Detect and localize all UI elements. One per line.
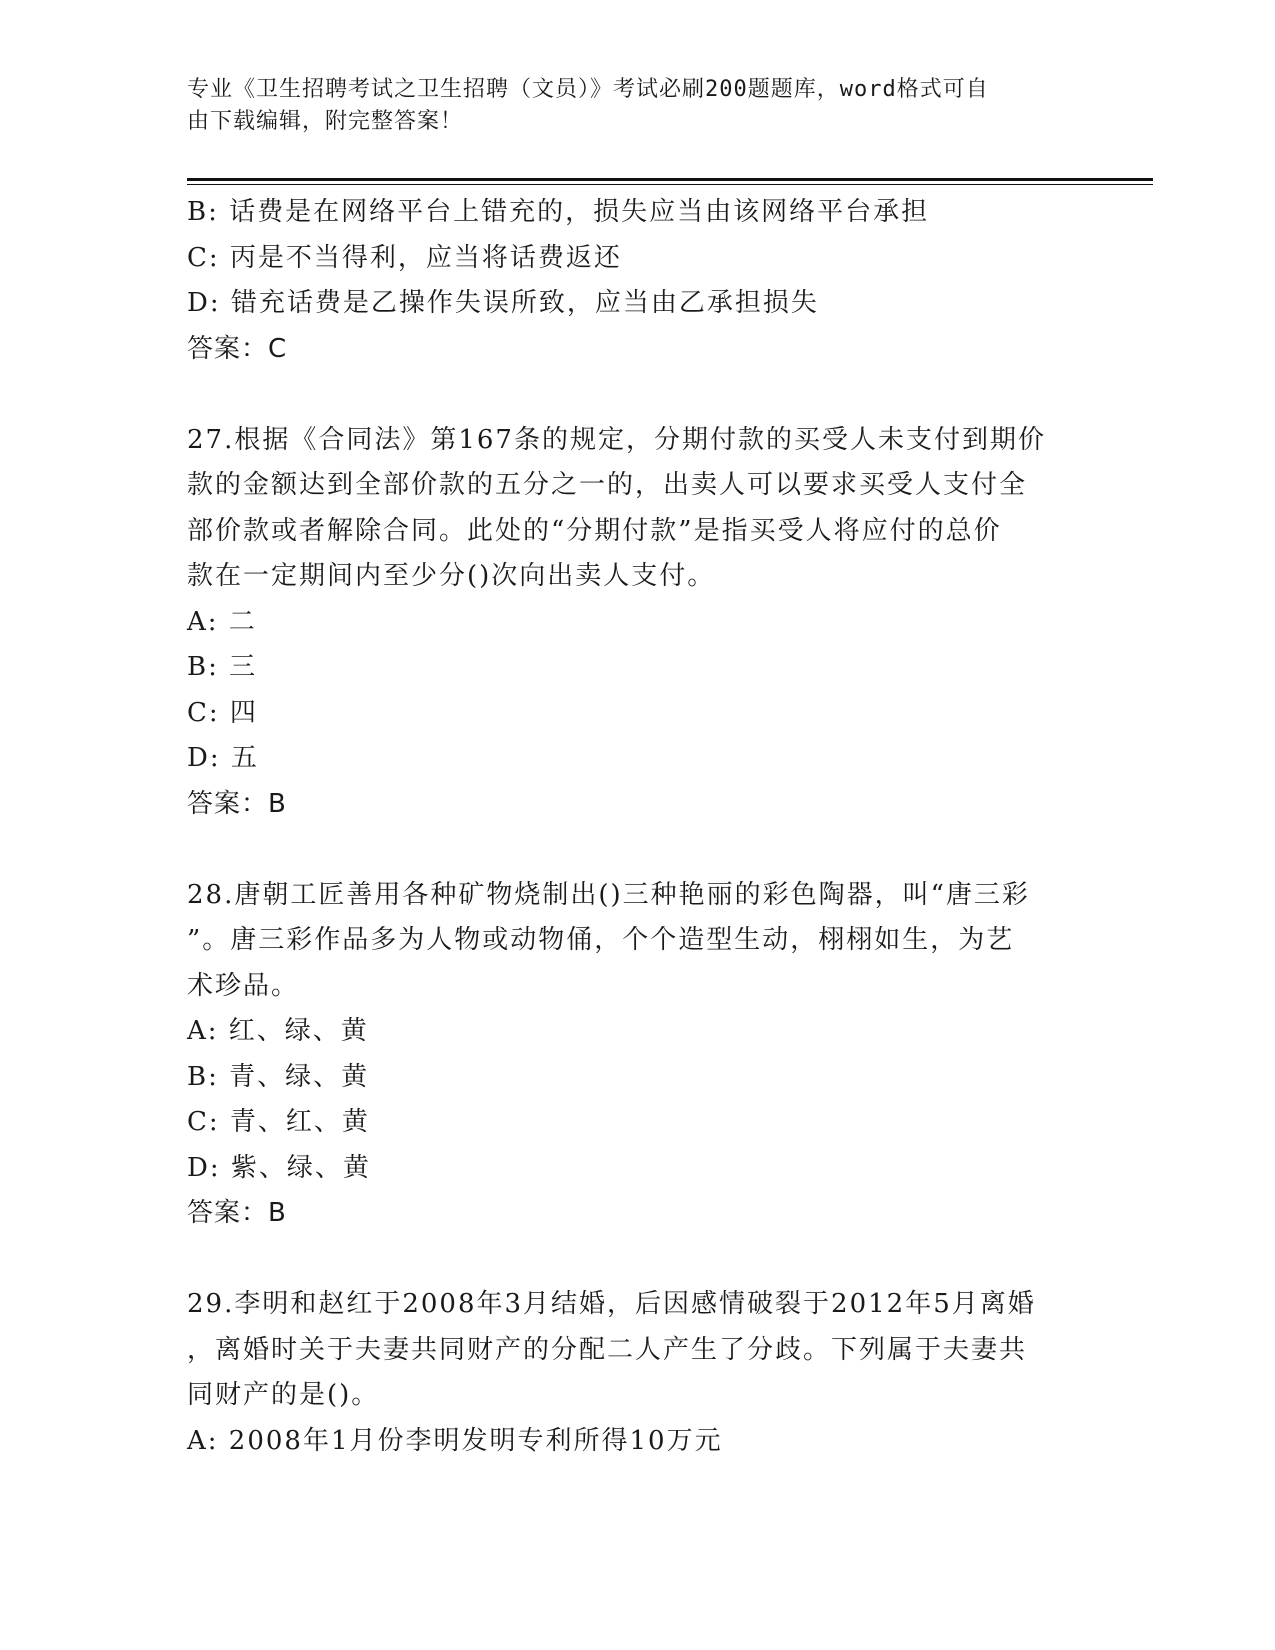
question-stem-line: ”。唐三彩作品多为人物或动物俑，个个造型生动，栩栩如生，为艺 [187,925,1015,955]
option-d: D: 错充话费是乙操作失误所致，应当由乙承担损失 [187,288,819,318]
option-b: B: 话费是在网络平台上错充的，损失应当由该网络平台承担 [187,197,930,227]
question-stem-line: 术珍品。 [187,970,300,1001]
question-stem-line: 款的金额达到全部价款的五分之一的，出卖人可以要求买受人支付全 [187,470,1028,500]
question-27 [187,418,1087,828]
page-header [187,74,1067,138]
option-a: A: 红、绿、黄 [187,1016,369,1046]
header-divider-thin [187,184,1153,185]
answer-line: 答案：B [187,788,287,819]
question-stem-line: 29.李明和赵红于2008年3月结婚，后因感情破裂于2012年5月离婚 [187,1289,1036,1319]
question-spacer [187,827,1087,873]
question-stem-line: ，离婚时关于夫妻共同财产的分配二人产生了分歧。下列属于夫妻共 [187,1334,1028,1365]
option-a: A: 二 [187,606,257,637]
question-stem-line: 27.根据《合同法》第167条的规定，分期付款的买受人未支付到期价 [187,424,1046,455]
question-spacer [187,372,1087,418]
question-stem-line: 28.唐朝工匠善用各种矿物烧制出()三种艳丽的彩色陶器，叫“唐三彩 [187,879,1030,910]
option-c: C: 丙是不当得利，应当将话费返还 [187,242,622,273]
question-29 [187,1282,1087,1464]
option-d: D: 五 [187,743,259,773]
question-list [187,190,1087,1464]
answer-line: 答案：B [187,1198,287,1228]
header-divider-thick [187,178,1153,181]
question-stem-line: 款在一定期间内至少分()次向出卖人支付。 [187,561,716,591]
question-26-tail [187,190,1087,372]
question-stem-line: 同财产的是()。 [187,1380,380,1410]
header-line-2: 由下载编辑，附完整答案！ [187,109,464,134]
option-c: C: 青、红、黄 [187,1107,370,1137]
answer-line: 答案：C [187,333,288,364]
question-spacer [187,1237,1087,1283]
option-c: C: 四 [187,697,258,728]
option-b: B: 青、绿、黄 [187,1061,370,1092]
option-b: B: 三 [187,652,258,682]
question-28 [187,873,1087,1237]
option-d: D: 紫、绿、黄 [187,1152,371,1183]
header-line-1: 专业《卫生招聘考试之卫生招聘（文员）》考试必刷200题题库，word格式可自 [187,77,989,102]
option-a: A: 2008年1月份李明发明专利所得10万元 [187,1425,723,1456]
question-stem-line: 部价款或者解除合同。此处的“分期付款”是指买受人将应付的总价 [187,515,1002,546]
